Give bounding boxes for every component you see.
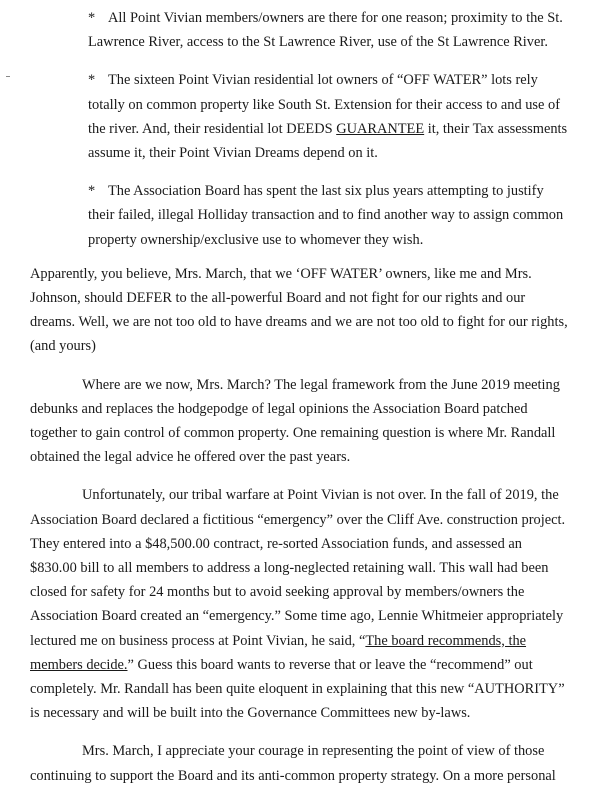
bullet-star: * (88, 72, 96, 89)
bullet-star: * (88, 10, 96, 26)
paragraph-text-part-b: ” Guess this board wants to reverse that or leave the “recommend” out completely. Mr. Randall has been quite eloquent in explaining that this new “AUTHORITY” is necessary and will be built into the Governance Committees new by-laws. (30, 656, 565, 722)
paragraph-where-are-we: Where are we now, Mrs. March? The legal framework from the June 2019 meeting debunks and replaces the hodgepodge of legal opinions the Association Board patched together to gain control of common property. One remaining question is where Mr. Randall obtained the legal advice he offered over the past years. (30, 376, 560, 466)
paragraph-unfortunately (30, 483, 572, 725)
bullet-off-water-owners (60, 68, 572, 165)
underlined-quote: The board recommends, the members decide. (30, 632, 527, 673)
bullet-star: * (88, 183, 96, 200)
paragraph-apparently: Apparently, you believe, Mrs. March, that we ‘OFF WATER’ owners, like me and Mrs. Johnson, should DEFER to the all-powerful Board and not fight for our rights and our dreams. Well, we are not too old to have dreams and we are not too old to fight for our rights, (and yours) (30, 265, 568, 355)
bullet-text: All Point Vivian members/owners are there for one reason; proximity to the St. Lawrence River, access to the St Lawrence River, use of the St Lawrence River. (88, 10, 563, 51)
bullet-text-part-a: The sixteen Point Vivian residential lot owners of “OFF WATER” lots rely totally on common property like South St. Extension for their access to and use of the river. And, their residential lot DEEDS (88, 72, 561, 137)
underlined-guarantee: GUARANTEE (336, 120, 425, 137)
margin-mark (6, 76, 10, 77)
bullet-text-part-b: it, their Tax assessments assume it, their Point Vivian Dreams depend on it. (88, 120, 568, 162)
paragraph-closing: Mrs. March, I appreciate your courage in representing the point of view of those continuing to support the Board and its anti-common property strategy. On a more personal (30, 743, 556, 784)
bullet-association-board (60, 179, 572, 252)
bullet-text: The Association Board has spent the last six plus years attempting to justify their failed, illegal Holliday transaction and to find another way to assign common property ownership/exclusive use to whomever they wish. (88, 183, 564, 248)
bullet-proximity (60, 6, 572, 54)
paragraph-text-part-a: Unfortunately, our tribal warfare at Point Vivian is not over. In the fall of 2019, the Association Board declared a fictitious “emergency” over the Cliff Ave. construction project. They entered into a $48,500.00 contract, re-sorted Association funds, and assessed an $830.00 bill to all members to address a long-neglected retaining wall. This wall had been closed for safety for 24 months but to avoid seeking approval by members/owners the Association Board created an “emergency.” Some time ago, Lennie Whitmeier appropriately lectured me on business process at Point Vivian, he said, “ (30, 487, 566, 649)
